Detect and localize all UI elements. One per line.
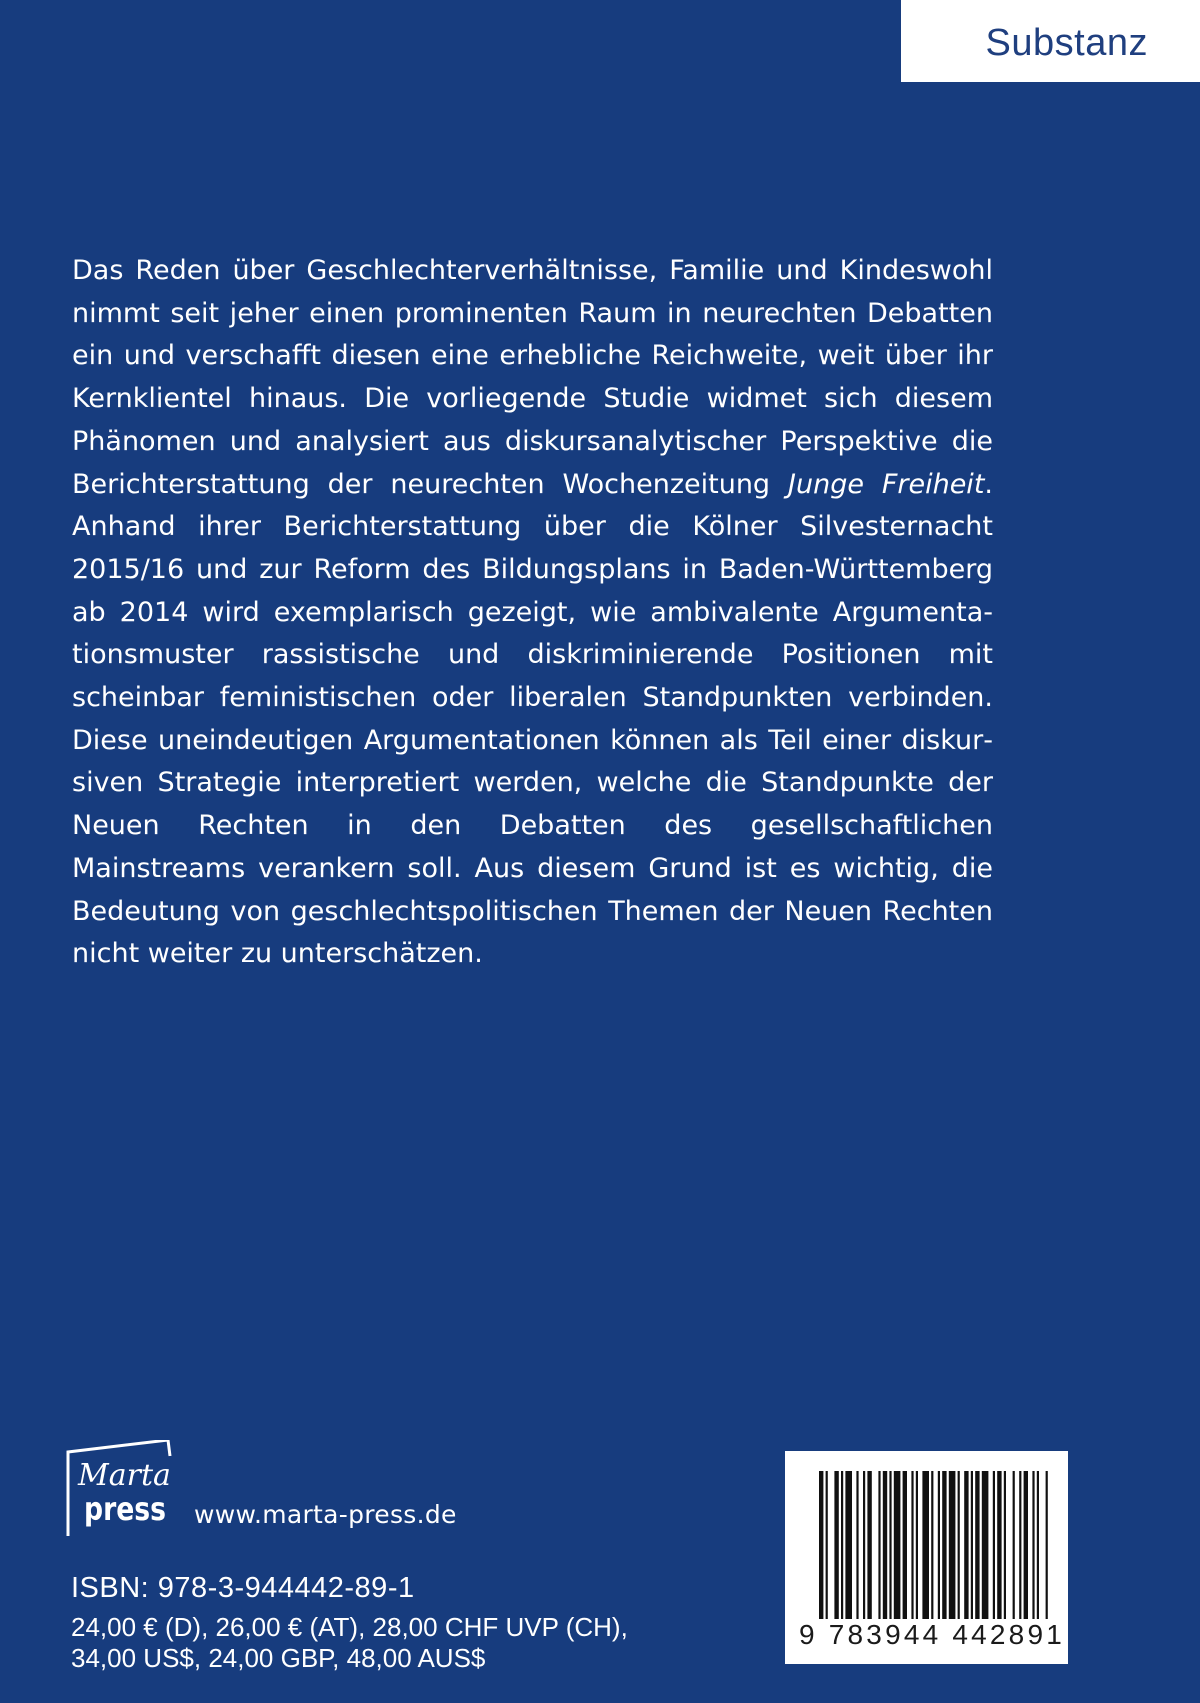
barcode-bar [975, 1471, 979, 1631]
barcode-bar [867, 1471, 871, 1631]
barcode-bar [845, 1471, 852, 1631]
isbn: ISBN: 978-3-944442-89-1 [71, 1572, 415, 1604]
barcode-digits: 9 783944 442891 [799, 1619, 1065, 1650]
barcode-bar [949, 1471, 956, 1631]
barcode [785, 1451, 1068, 1664]
barcode-bar [894, 1471, 901, 1631]
barcode-bar [916, 1471, 918, 1631]
barcode-bar [878, 1471, 880, 1631]
barcode-bar [1037, 1471, 1039, 1631]
barcode-bar [1004, 1471, 1006, 1631]
barcode-bar [938, 1471, 940, 1631]
barcode-bar [942, 1471, 946, 1631]
barcode-bar [841, 1471, 843, 1631]
barcode-bar [922, 1471, 929, 1631]
barcode-bar [1046, 1471, 1048, 1631]
barcode-bar [903, 1471, 907, 1631]
series-label: Substanz [985, 22, 1148, 64]
barcode-bar [1013, 1471, 1015, 1631]
publisher-website: www.marta-press.de [194, 1500, 457, 1529]
price-line-2: 34,00 US$, 24,00 GBP, 48,00 AUS$ [71, 1643, 486, 1673]
barcode-bar [863, 1471, 865, 1631]
barcode-bar [958, 1471, 960, 1631]
barcode-bar [819, 1471, 823, 1631]
blurb-text-start: Das Reden über Geschlechterverhältnisse, Familie und Kindeswohl nimmt seit jeher einen prominenten Raum in neurechten Debatten ein und verschafft diesen eine erhebliche Reichweite, weit über ihr Kernklientel hinaus. Die vorliegende Studie widmet sich diesem Phänomen und analysiert aus diskursanalytischer Perspektive die Berichterstattung der neurechten Wochenzeitung [72, 255, 993, 500]
barcode-bar [889, 1471, 891, 1631]
newspaper-title: Junge Freiheit [788, 468, 985, 500]
barcode-bar [1019, 1471, 1021, 1631]
logo-text-press: press [84, 1490, 166, 1528]
logo-text-marta: Marta [78, 1458, 171, 1493]
barcode-bar [856, 1471, 858, 1631]
back-cover-blurb [72, 250, 993, 976]
barcode-bar [993, 1471, 995, 1631]
barcode-bar [982, 1471, 989, 1631]
barcode-bar [1032, 1471, 1034, 1631]
blurb-text-end: . Anhand ihrer Berichterstattung über die Kölner Silvesternacht 2015/16 und zur Reform des Bildungsplans in Baden-Württemberg ab 2014 wird exemplarisch gezeigt, wie ambivalente Argumentationsmuster rassistische und diskriminierende Positionen mit scheinbar feministischen oder liberalen Standpunkten verbinden. Diese uneindeutigen Argumentationen können als Teil einer diskursiven Strategie interpretiert werden, welche die Standpunkte der Neuen Rechten in den Debatten des gesellschaftlichen Mainstreams verankern soll. Aus diesem Grund ist es wichtig, die Bedeutung von geschlechtspolitischen Themen der Neuen Rechten nicht weiter zu unterschätzen. [72, 468, 993, 970]
barcode-bar [834, 1471, 838, 1631]
barcode-bar [883, 1471, 887, 1631]
marta-press-logo [66, 1440, 182, 1536]
barcode-bar [964, 1471, 968, 1631]
barcode-bar [997, 1471, 1001, 1631]
barcode-bar [971, 1471, 973, 1631]
price-line-1: 24,00 € (D), 26,00 € (AT), 28,00 CHF UVP (CH), [71, 1612, 628, 1642]
barcode-bar [1024, 1471, 1028, 1631]
barcode-bar [911, 1471, 913, 1631]
barcode-bar [931, 1471, 933, 1631]
barcode-bar [826, 1471, 828, 1631]
series-tab [901, 0, 1200, 82]
